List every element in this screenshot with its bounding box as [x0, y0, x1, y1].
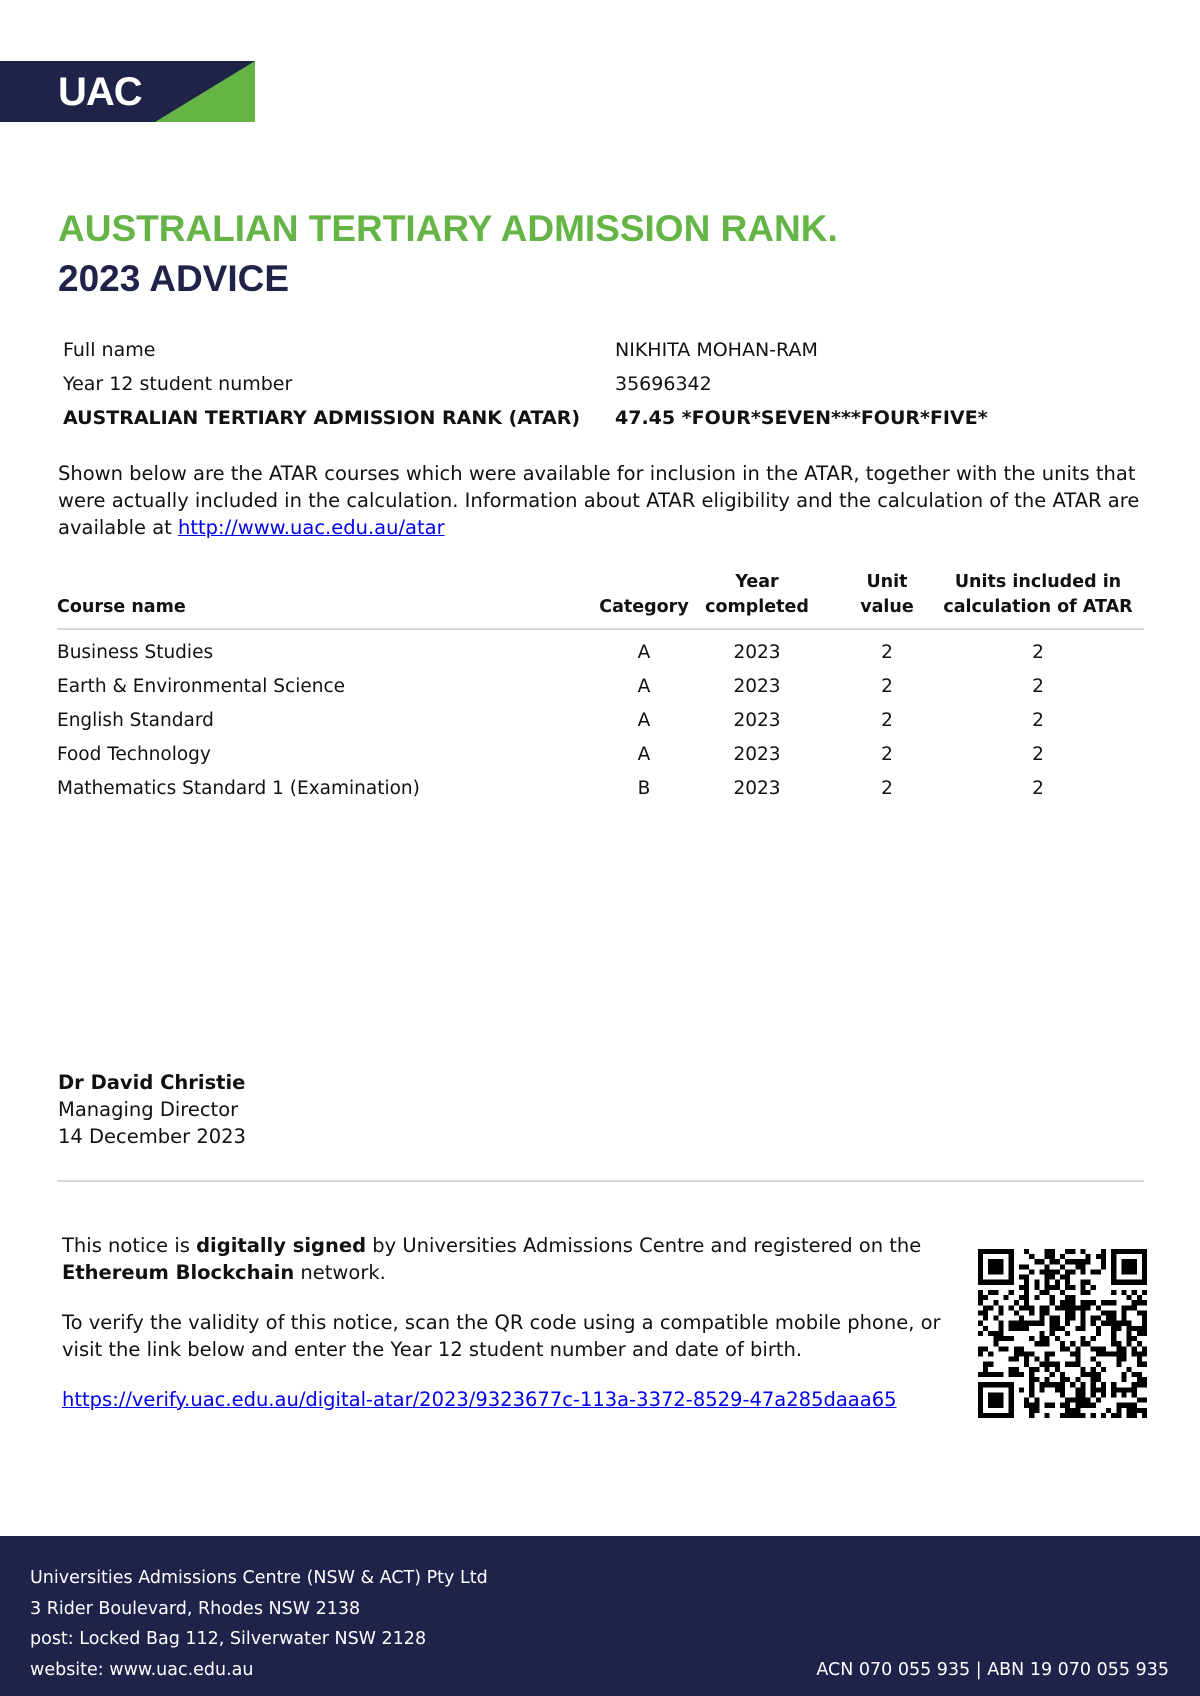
cell-course: English Standard	[57, 710, 214, 731]
intro-paragraph	[58, 460, 1148, 541]
cell-category: A	[637, 642, 651, 663]
cell-category: A	[637, 676, 651, 697]
uac-logo	[0, 61, 255, 122]
issue-date: 14 December 2023	[58, 1125, 246, 1148]
atar-label: AUSTRALIAN TERTIARY ADMISSION RANK (ATAR)	[63, 407, 581, 429]
verification-link[interactable]: https://verify.uac.edu.au/digital-atar/2023/9323677c-113a-3372-8529-47a285daaa65	[62, 1388, 897, 1411]
cell-year: 2023	[733, 744, 781, 765]
cell-year: 2023	[733, 710, 781, 731]
header-course-name: Course name	[57, 597, 186, 617]
table-row	[57, 704, 1144, 738]
full-name-value: NIKHITA MOHAN-RAM	[615, 339, 818, 361]
footer-website: website: www.uac.edu.au	[30, 1660, 254, 1680]
cell-unit: 2	[881, 676, 893, 697]
qr-code-icon[interactable]	[978, 1249, 1147, 1418]
cell-course: Mathematics Standard 1 (Examination)	[57, 778, 420, 799]
student-number-value: 35696342	[615, 373, 712, 395]
footer	[0, 1536, 1200, 1696]
verification-block	[62, 1232, 942, 1413]
full-name-label: Full name	[63, 339, 156, 361]
header-category: Category	[599, 597, 689, 617]
logo-text: UAC	[58, 70, 142, 114]
footer-company: Universities Admissions Centre (NSW & ACT) Pty Ltd	[30, 1568, 488, 1588]
cell-included: 2	[1032, 676, 1044, 697]
cell-included: 2	[1032, 744, 1044, 765]
table-row	[57, 636, 1144, 670]
atar-value: 47.45 *FOUR*SEVEN***FOUR*FIVE*	[615, 407, 988, 429]
table-row	[57, 670, 1144, 704]
cell-category: A	[637, 744, 651, 765]
intro-text: Shown below are the ATAR courses which were available for inclusion in the ATAR, together with the units that were actually included in the calculation. Information about ATAR eligibility and the calculation of the ATAR are available at	[58, 462, 1140, 539]
cell-year: 2023	[733, 642, 781, 663]
course-table	[57, 568, 1144, 806]
footer-postal: post: Locked Bag 112, Silverwater NSW 2128	[30, 1629, 427, 1649]
header-unit-value: Unit value	[860, 572, 914, 617]
signatory-name: Dr David Christie	[58, 1071, 246, 1094]
table-row	[57, 738, 1144, 772]
page-title: AUSTRALIAN TERTIARY ADMISSION RANK.	[58, 208, 838, 249]
cell-course: Business Studies	[57, 642, 214, 663]
table-row	[57, 772, 1144, 806]
table-header	[57, 568, 1144, 630]
student-number-label: Year 12 student number	[63, 373, 293, 395]
section-divider	[57, 1180, 1144, 1182]
cell-unit: 2	[881, 642, 893, 663]
cell-included: 2	[1032, 778, 1044, 799]
verification-instructions: To verify the validity of this notice, scan the QR code using a compatible mobile phone, or visit the link below and enter the Year 12 student number and date of birth.	[62, 1311, 941, 1361]
footer-address: 3 Rider Boulevard, Rhodes NSW 2138	[30, 1599, 361, 1619]
cell-category: A	[637, 710, 651, 731]
cell-year: 2023	[733, 778, 781, 799]
cell-course: Food Technology	[57, 744, 211, 765]
cell-category: B	[637, 778, 651, 799]
signatory-role: Managing Director	[58, 1098, 239, 1121]
cell-unit: 2	[881, 744, 893, 765]
cell-course: Earth & Environmental Science	[57, 676, 345, 697]
header-units-included: Units included in calculation of ATAR	[943, 572, 1133, 617]
footer-registration: ACN 070 055 935 | ABN 19 070 055 935	[816, 1660, 1169, 1680]
cell-unit: 2	[881, 778, 893, 799]
cell-included: 2	[1032, 710, 1044, 731]
atar-info-link[interactable]: http://www.uac.edu.au/atar	[178, 516, 445, 539]
signatory-block	[58, 1069, 246, 1150]
page-subtitle: 2023 ADVICE	[58, 258, 290, 299]
digital-signature-notice: This notice is digitally signed by Universities Admissions Centre and registered on the Ethereum Blockchain network.	[62, 1234, 922, 1284]
header-year-completed: Year completed	[705, 572, 809, 617]
cell-unit: 2	[881, 710, 893, 731]
cell-included: 2	[1032, 642, 1044, 663]
cell-year: 2023	[733, 676, 781, 697]
